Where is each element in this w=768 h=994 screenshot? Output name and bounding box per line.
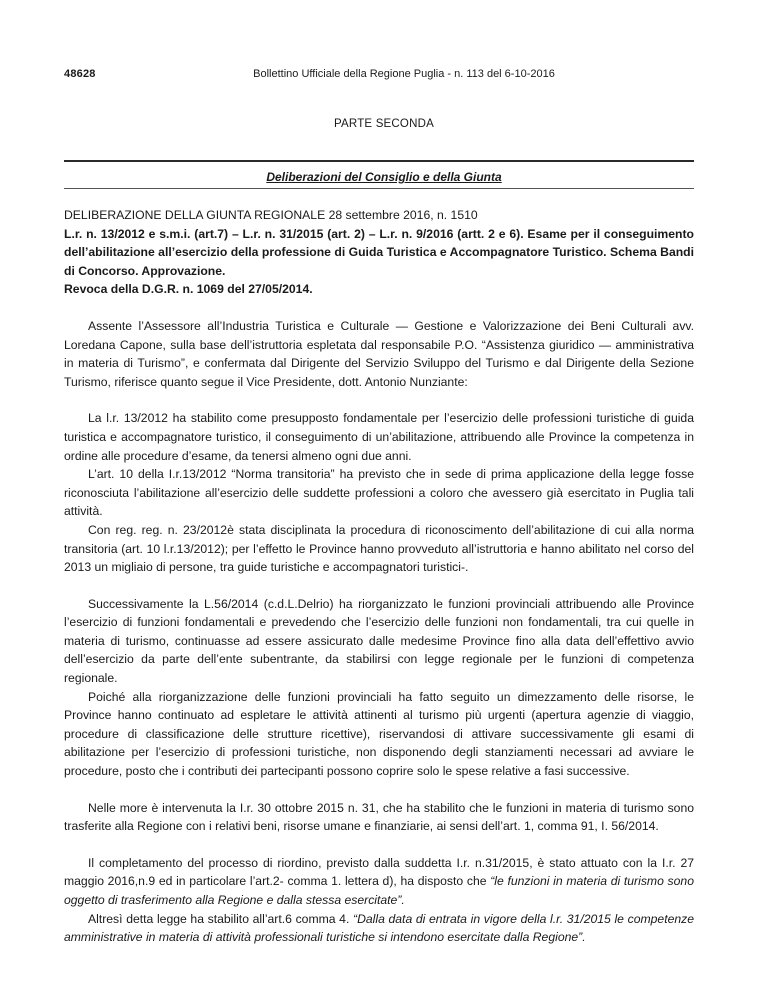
paragraph-text: Il completamento del processo di riordino, previsto dalla suddetta I.r. n.31/2015, è stato attuato con la I.r. 27 maggio 2016,n.9 ed in particolare l’art.2- comma 1. lettera d), ha disposto che	[64, 855, 694, 889]
paragraph-text: Altresì detta legge ha stabilito all’art.6 comma 4.	[88, 911, 354, 926]
part-title: PARTE SECONDA	[334, 118, 434, 130]
paragraph: Poiché alla riorganizzazione delle funzioni provinciali ha fatto seguito un dimezzamento delle risorse, le Province hanno continuato ad espletare le attività attinenti al turismo più urgenti (apertura agenzie di viaggio, procedure di classificazione delle strutture ricettive), riservandosi di attivare successivamente gli esami di abilitazione per l’esercizio di professioni turistiche, non disponendo degli stanziamenti necessari ad avviare le procedure, posto che i contributi dei partecipanti possono coprire solo le spese relative a fasi successive.	[64, 689, 694, 779]
quoted-text: “Dalla data di entrata in vigore della l.r. 31/2015 le competenze amministrative in materia di attività professionali turistiche si intendono esercitate dalla Regione”.	[64, 911, 695, 945]
deliberation-subject: L.r. n. 13/2012 e s.m.i. (art.7) – L.r. n. 31/2015 (art. 2) – L.r. n. 9/2016 (artt. 2 e 6). Esame per il conseguimento dell’abilitazione all’esercizio della professione di Guida Turistica e Accompagnatore Turistico. Schema Bandi di Concorso. Approvazione.	[64, 226, 694, 278]
quoted-text: “le funzioni in materia di turismo sono oggetto di trasferimento alla Regione e dalla stessa esercitate”.	[64, 874, 694, 907]
paragraph	[64, 854, 694, 910]
bottom-rule	[64, 188, 694, 189]
paragraph: Nelle more è intervenuta la I.r. 30 ottobre 2015 n. 31, che ha stabilito che le funzioni in materia di turismo sono trasferite alla Regione con i relativi beni, risorse umane e finanziarie, ai sensi dell’art. 1, comma 91, I. 56/2014.	[64, 800, 694, 834]
page-number: 48628	[64, 68, 96, 80]
paragraph: Assente l’Assessore all’Industria Turistica e Culturale — Gestione e Valorizzazione dei Beni Culturali avv. Loredana Capone, sulla base dell’istruttoria espletata dal responsabile P.O. “Assistenza giuridico — amministrativa in materia di Turismo”, e confermata dal Dirigente del Servizio Sviluppo del Turismo e dal Dirigente della Sezione Turismo, riferisce quanto segue il Vice Presidente, dott. Antonio Nunziante:	[64, 318, 694, 389]
deliberation-revocation: Revoca della D.G.R. n. 1069 del 27/05/2014.	[64, 282, 313, 297]
section-title: Deliberazioni del Consiglio e della Giunta	[266, 170, 502, 184]
paragraph: La l.r. 13/2012 ha stabilito come presupposto fondamentale per l’esercizio delle professioni turistiche di guida turistica e accompagnatore turistico, il conseguimento di un’abilitazione, attribuendo alle Province la competenza in ordine alle procedure d’esame, da tenersi almeno ogni due anni.	[64, 411, 694, 463]
paragraph: L’art. 10 della I.r.13/2012 “Norma transitoria” ha previsto che in sede di prima applicazione della legge fosse riconosciuta l’abilitazione all’esercizio delle suddette professioni a coloro che avessero già esercitato in Puglia tali attività.	[64, 467, 694, 519]
running-header: Bollettino Ufficiale della Regione Puglia - n. 113 del 6-10-2016	[253, 68, 555, 80]
paragraph: Successivamente la L.56/2014 (c.d.L.Delrio) ha riorganizzato le funzioni provinciali attribuendo alle Province l’esercizio di funzioni fondamentali e prevedendo che l’esercizio delle funzioni non fondamentali, tra cui quelle in materia di turismo, continuasse ad essere assicurato dalle medesime Province fino alla data dell’effettivo avvio dell’esercizio da parte dell’ente subentrante, da stabilirsi con legge regionale per le funzioni di competenza regionale.	[64, 596, 694, 686]
top-rule	[64, 160, 694, 162]
paragraph: Con reg. reg. n. 23/2012è stata disciplinata la procedura di riconoscimento dell’abilitazione di cui alla norma transitoria (art. 10 l.r.13/2012); per l’effetto le Province hanno provveduto all’istruttoria e hanno abilitato nel corso del 2013 un migliaio di persone, tra guide turistiche e accompagnatori turistici-.	[64, 522, 694, 575]
paragraph	[64, 910, 694, 947]
document-body	[64, 206, 694, 947]
deliberation-heading: DELIBERAZIONE DELLA GIUNTA REGIONALE 28 settembre 2016, n. 1510	[64, 208, 478, 222]
